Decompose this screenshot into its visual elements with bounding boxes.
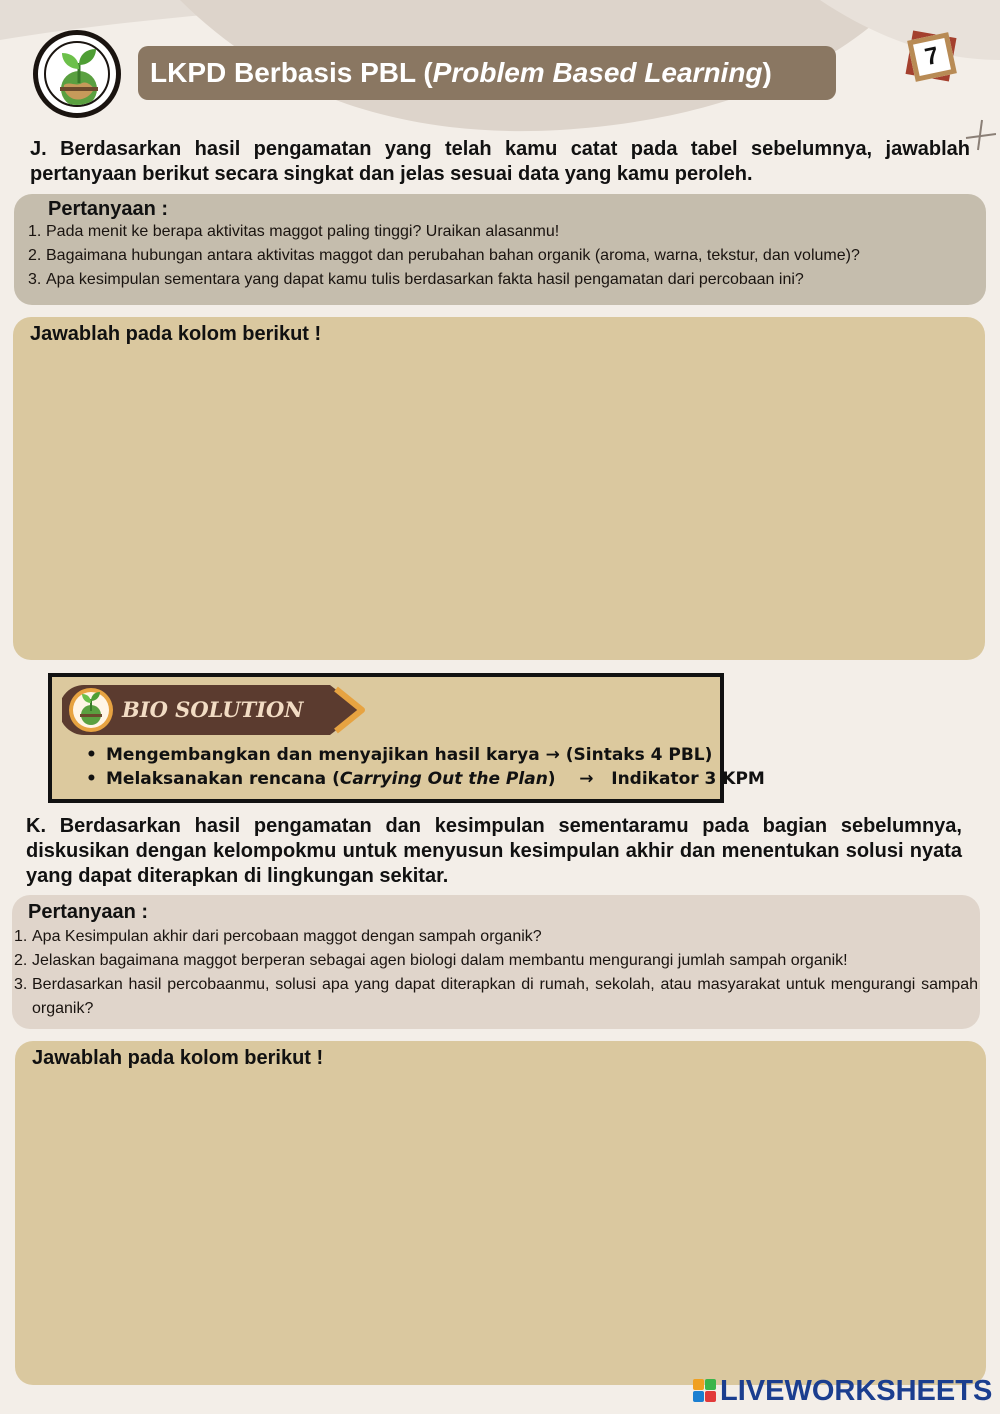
bio-solution-label: BIO SOLUTION — [122, 697, 304, 722]
bio-solution-item: • Mengembangkan dan menyajikan hasil karya → (Sintaks 4 PBL) — [86, 745, 713, 765]
bio-solution-list — [86, 743, 765, 791]
question-item: 2. Bagaimana hubungan antara aktivitas maggot dan perubahan bahan organik (aroma, warna, tekstur, dan volume)? — [28, 247, 860, 264]
question-item: 3. Apa kesimpulan sementara yang dapat kamu tulis berdasarkan fakta hasil pengamatan dari percobaan ini? — [28, 271, 804, 288]
section-j-instruction: J. Berdasarkan hasil pengamatan yang telah kamu catat pada tabel sebelumnya, jawablah pertanyaan berikut secara singkat dan jelas sesuai data yang kamu peroleh. — [30, 138, 970, 185]
liveworksheets-icon — [693, 1379, 717, 1403]
question-item: 1. Pada menit ke berapa aktivitas maggot paling tinggi? Uraikan alasanmu! — [28, 223, 560, 240]
bio-solution-item: • Melaksanakan rencana (Carrying Out the Plan) → Indikator 3 KPM — [86, 769, 765, 789]
question-list — [28, 220, 978, 292]
section-j-questions — [14, 194, 986, 305]
question-item: 3. Berdasarkan hasil percobaanmu, solusi apa yang dapat diterapkan di rumah, sekolah, atau masyarakat untuk mengurangi sampah organik? — [14, 976, 978, 1017]
liveworksheets-brand: LIVEWORKSHEETS — [720, 1374, 993, 1407]
question-item: 1. Apa Kesimpulan akhir dari percobaan maggot dengan sampah organik? — [14, 928, 542, 945]
section-k-instruction: K. Berdasarkan hasil pengamatan dan kesimpulan sementaramu pada bagian sebelumnya, diskusikan dengan kelompokmu untuk menyusun kesimpulan akhir dan menentukan solusi nyata yang dapat diterapkan di lingkungan sekitar. — [26, 815, 962, 887]
plant-globe-icon — [46, 43, 110, 107]
section-k-questions — [12, 895, 980, 1029]
questions-heading: Pertanyaan : — [48, 198, 169, 220]
section-j-answer-area[interactable] — [13, 317, 985, 660]
answer-heading: Jawablah pada kolom berikut ! — [30, 323, 322, 345]
page-number-badge — [905, 30, 959, 84]
section-k-answer-area[interactable] — [15, 1041, 986, 1385]
bio-solution-box — [48, 673, 765, 803]
answer-heading: Jawablah pada kolom berikut ! — [32, 1047, 324, 1069]
page-title: LKPD Berbasis PBL (Problem Based Learning) — [138, 46, 836, 100]
question-list — [14, 925, 978, 1021]
page-number: 7 — [907, 32, 957, 82]
liveworksheets-logo[interactable] — [693, 1374, 992, 1408]
question-item: 2. Jelaskan bagaimana maggot berperan sebagai agen biologi dalam membantu mengurangi jumlah sampah organik! — [14, 952, 848, 969]
header-logo — [33, 30, 121, 118]
questions-heading: Pertanyaan : — [28, 901, 149, 923]
